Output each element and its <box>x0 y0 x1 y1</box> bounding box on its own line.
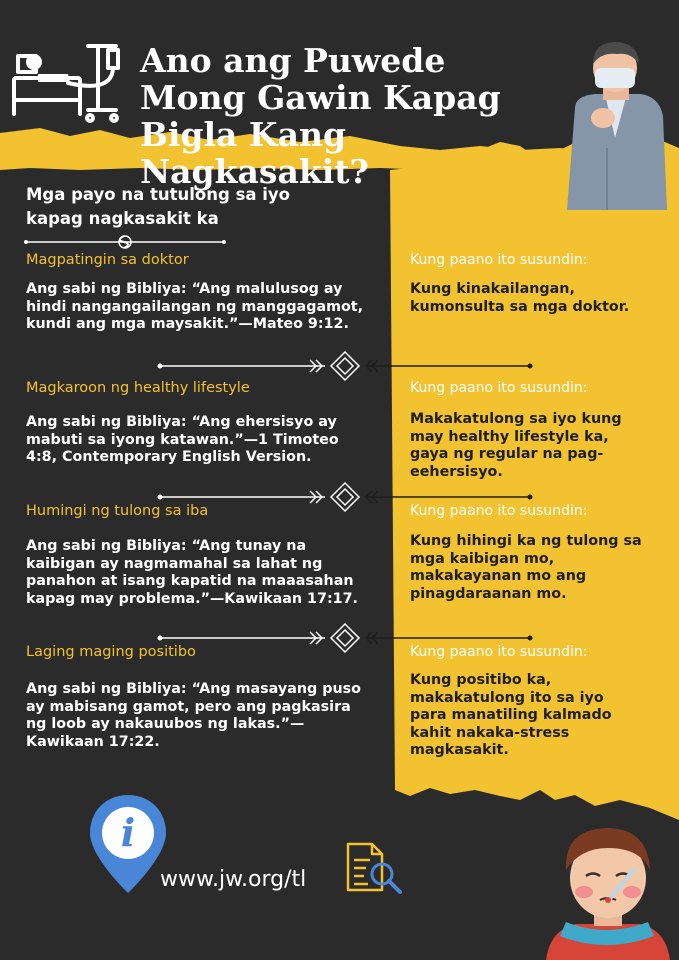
section-divider <box>150 350 540 382</box>
document-search-icon <box>344 838 406 896</box>
hospital-bed-icon <box>8 38 126 126</box>
how-label-doctor: Kung paano ito susundin: <box>410 252 588 268</box>
section-heading-help: Humingi ng tulong sa iba <box>26 503 209 519</box>
website-link[interactable]: www.jw.org/tl <box>160 867 307 892</box>
how-to-positive: Kung positibo ka, makakatulong ito sa iyo para manatiling kalmado kahit nakaka-stress magkasakit. <box>410 672 612 758</box>
section-heading-lifestyle: Magkaroon ng healthy lifestyle <box>26 380 250 396</box>
page-subtitle: Mga payo na tutulong sa iyo kapag nagkasakit ka <box>26 185 291 228</box>
subtitle-divider <box>20 232 230 252</box>
sick-boy-thermometer-icon <box>536 818 679 960</box>
how-to-doctor: Kung kinakailangan, kumonsulta sa mga doktor. <box>410 281 630 315</box>
sick-man-mask-icon <box>555 38 679 210</box>
scripture-lifestyle: Ang sabi ng Bibliya: “Ang ehersisyo ay mabuti sa iyong katawan.”—1 Timoteo 4:8, Contemporary English Version. <box>26 414 339 465</box>
page-title: Ano ang Puwede Mong Gawin Kapag Bigla Kang Nagkasakit? <box>140 41 501 191</box>
how-label-lifestyle: Kung paano ito susundin: <box>410 380 588 396</box>
info-pin-letter: i <box>120 810 136 855</box>
scripture-help: Ang sabi ng Bibliya: “Ang tunay na kaibigan ay nagmamahal sa lahat ng panahon at isang kapatid na maaasahan kapag may problema.”—Kawikaan 17:17. <box>26 538 358 607</box>
how-to-help: Kung hihingi ka ng tulong sa mga kaibigan mo, makakayanan mo ang pinagdaraanan mo. <box>410 533 642 602</box>
scripture-doctor: Ang sabi ng Bibliya: “Ang malulusog ay hindi nangangailangan ng manggagamot, kundi ang mga maysakit.”—Mateo 9:12. <box>26 281 364 332</box>
how-label-positive: Kung paano ito susundin: <box>410 644 588 660</box>
section-heading-positive: Laging maging positibo <box>26 644 196 660</box>
scripture-positive: Ang sabi ng Bibliya: “Ang masayang puso ay mabisang gamot, pero ang pagkasira ng loob ay nakauubos ng lakas.”—Kawikaan 17:22. <box>26 681 361 750</box>
how-label-help: Kung paano ito susundin: <box>410 503 588 519</box>
section-heading-doctor: Magpatingin sa doktor <box>26 252 189 268</box>
how-to-lifestyle: Makakatulong sa iyo kung may healthy lifestyle ka, gaya ng regular na pag-eehersisyo. <box>410 411 622 480</box>
